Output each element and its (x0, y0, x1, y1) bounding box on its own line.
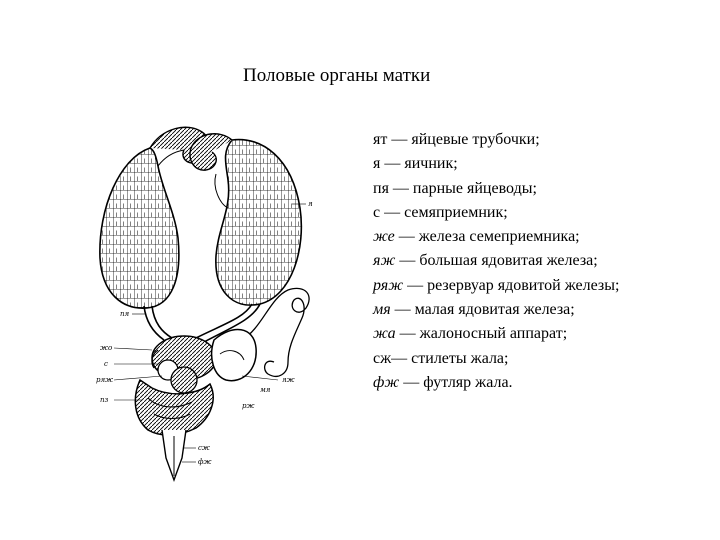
legend-item (373, 201, 619, 225)
legend-item (373, 322, 619, 346)
legend-item (373, 298, 619, 322)
legend-text: — парные яйцеводы; (388, 179, 537, 197)
legend-item (373, 177, 619, 201)
legend-abbr: с (373, 203, 381, 221)
figure-label-rzh: рж (242, 402, 255, 410)
legend-item (373, 371, 619, 395)
venom-reservoir (212, 330, 257, 381)
legend-item (373, 274, 619, 298)
right-ovary-shape (190, 134, 301, 305)
legend-abbr: же (373, 228, 395, 246)
figure-label-small-gland: мя (260, 386, 271, 394)
legend-text: — стилеты жала; (391, 349, 509, 367)
figure-label-stylets: сж (198, 444, 210, 452)
legend-text: — малая ядовитая железа; (390, 301, 575, 319)
legend-item (373, 347, 619, 371)
figure-label-gland: жо (100, 344, 113, 352)
legend-text: — жалоносный аппарат; (395, 325, 568, 343)
figure-label-sheath: фж (198, 458, 212, 466)
legend-abbr: фж (373, 373, 400, 391)
figure-label-oviduct: пя (120, 310, 130, 318)
legend-item (373, 225, 619, 249)
legend-abbr: пя (373, 179, 389, 197)
legend-abbr: сж (373, 349, 392, 367)
figure-label-pz: пз (100, 396, 109, 404)
figure-label-spermatheca: с (104, 360, 108, 368)
figure-label-reservoir: ряж (96, 376, 114, 384)
queen-reproductive-organs-illustration (92, 118, 322, 490)
spermatheca-body (152, 336, 216, 393)
legend-item (373, 152, 619, 176)
legend-abbr: жа (373, 325, 396, 343)
legend-list (373, 128, 619, 395)
legend-abbr: ряж (373, 276, 404, 294)
legend-text: — резервуар ядовитой железы; (403, 276, 620, 294)
legend-text: — яйцевые трубочки; (387, 131, 540, 148)
slide-title: Половые органы матки (243, 65, 431, 86)
legend-item (373, 249, 619, 273)
legend-text: — футляр жала. (399, 373, 513, 391)
legend-item (373, 128, 619, 152)
legend-text: — большая ядовитая железа; (395, 252, 598, 270)
legend-text: — яичник; (380, 155, 458, 173)
figure-label-venom-gland: яж (282, 376, 295, 384)
legend-text: — семяприемник; (380, 203, 508, 221)
legend-text: — железа семеприемника; (394, 228, 580, 246)
legend-abbr: мя (373, 301, 391, 319)
figure-label-ovary: я (308, 200, 313, 208)
legend-abbr: ят (373, 131, 388, 148)
legend-abbr: я (373, 155, 381, 173)
legend-abbr: яж (373, 252, 396, 270)
